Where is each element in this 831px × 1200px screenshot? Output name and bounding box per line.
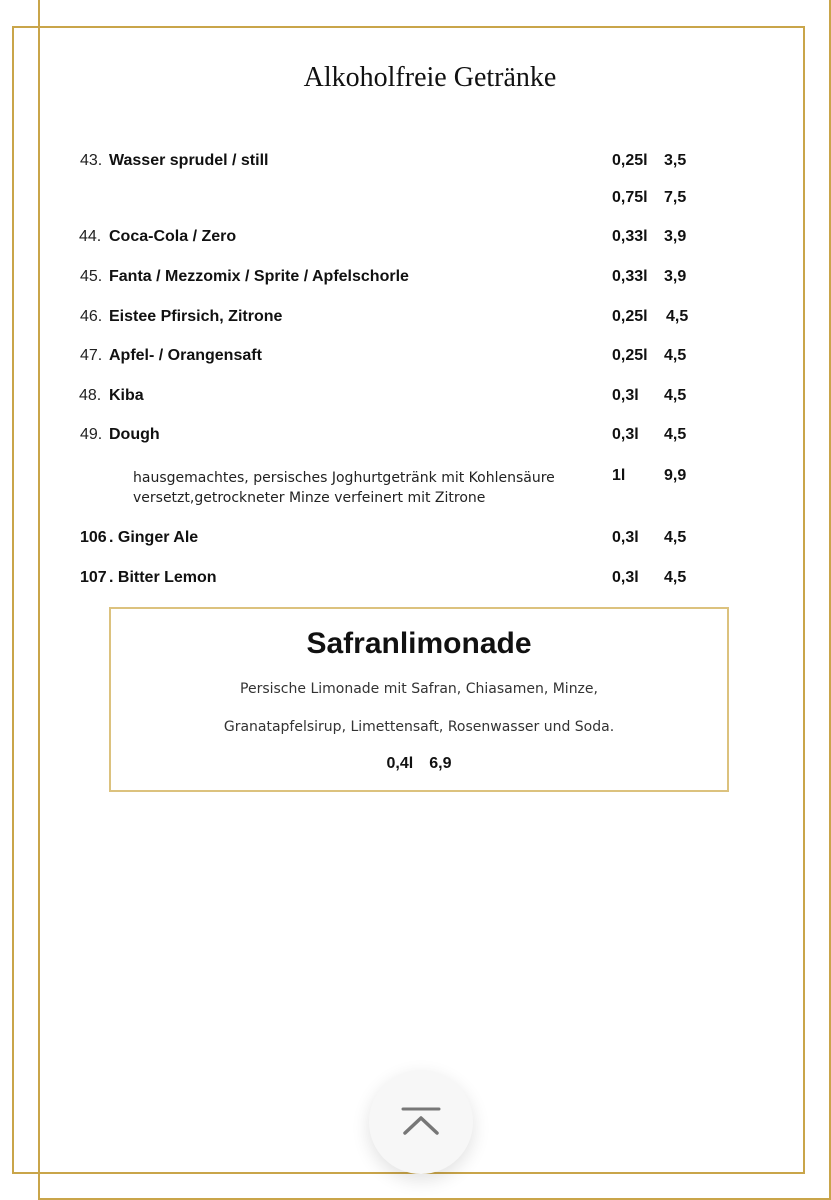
- item-price: 3,9: [664, 268, 687, 285]
- special-description-line-1: Persische Limonade mit Safran, Chiasamen, Minze,: [240, 681, 598, 697]
- item-volume: 0,75l: [612, 189, 648, 206]
- item-name: . Bitter Lemon: [109, 569, 217, 586]
- item-volume: 1l: [612, 467, 626, 484]
- menu-item: [0, 347, 831, 371]
- item-name: Fanta / Mezzomix / Sprite / Apfelschorle: [109, 268, 409, 285]
- item-price: 4,5: [666, 308, 689, 325]
- item-name: . Ginger Ale: [109, 529, 199, 546]
- menu-item: [0, 387, 831, 411]
- item-number: 45.: [80, 268, 103, 285]
- menu-item: [0, 152, 831, 176]
- special-volume: 0,4l: [386, 755, 414, 772]
- item-number: 106: [80, 529, 107, 546]
- item-volume: 0,33l: [612, 228, 648, 245]
- item-price: 4,5: [664, 529, 687, 546]
- chevron-up-bar-icon: [401, 1106, 441, 1136]
- item-name: Eistee Pfirsich, Zitrone: [109, 308, 283, 325]
- menu-item: [0, 569, 831, 593]
- item-volume: 0,25l: [612, 308, 648, 325]
- item-number: 47.: [80, 347, 103, 364]
- item-price: 4,5: [664, 426, 687, 443]
- item-number: 46.: [80, 308, 103, 325]
- item-name: Coca-Cola / Zero: [109, 228, 237, 245]
- item-price: 9,9: [664, 467, 687, 484]
- item-price: 3,5: [664, 152, 687, 169]
- item-volume: 0,3l: [612, 426, 639, 443]
- item-number: 48.: [79, 387, 102, 404]
- item-name: Apfel- / Orangensaft: [109, 347, 262, 364]
- item-description: hausgemachtes, persisches Joghurtgetränk mit Kohlensäure versetzt,getrockneter Minze verfeinert mit Zitrone: [133, 470, 555, 506]
- menu-item: [0, 268, 831, 292]
- item-number: 44.: [79, 228, 102, 245]
- item-volume: 0,3l: [612, 529, 639, 546]
- menu-item: [0, 189, 831, 213]
- special-title: Safranlimonade: [306, 627, 532, 660]
- item-volume: 0,25l: [612, 347, 648, 364]
- menu-item: [0, 426, 831, 450]
- item-price: 4,5: [664, 387, 687, 404]
- scroll-to-top-button[interactable]: [369, 1070, 473, 1174]
- item-name: Dough: [109, 426, 160, 443]
- special-price-line: [111, 755, 727, 773]
- special-price: 6,9: [429, 755, 452, 772]
- item-number: 107: [80, 569, 107, 586]
- item-volume: 0,3l: [612, 387, 639, 404]
- item-volume: 0,3l: [612, 569, 639, 586]
- special-box: [109, 607, 729, 792]
- menu-item: [0, 308, 831, 332]
- item-volume: 0,33l: [612, 268, 648, 285]
- special-description-line-2: Granatapfelsirup, Limettensaft, Rosenwasser und Soda.: [223, 719, 615, 735]
- item-price: 4,5: [664, 569, 687, 586]
- page-title: Alkoholfreie Getränke: [303, 62, 557, 93]
- item-name: Wasser sprudel / still: [109, 152, 269, 169]
- menu-item: [0, 467, 831, 491]
- item-name: Kiba: [109, 387, 144, 404]
- menu-item: [0, 228, 831, 252]
- item-number: 43.: [80, 152, 103, 169]
- item-volume: 0,25l: [612, 152, 648, 169]
- item-price: 3,9: [664, 228, 687, 245]
- item-number: 49.: [80, 426, 103, 443]
- item-price: 7,5: [664, 189, 687, 206]
- menu-item: [0, 529, 831, 553]
- item-price: 4,5: [664, 347, 687, 364]
